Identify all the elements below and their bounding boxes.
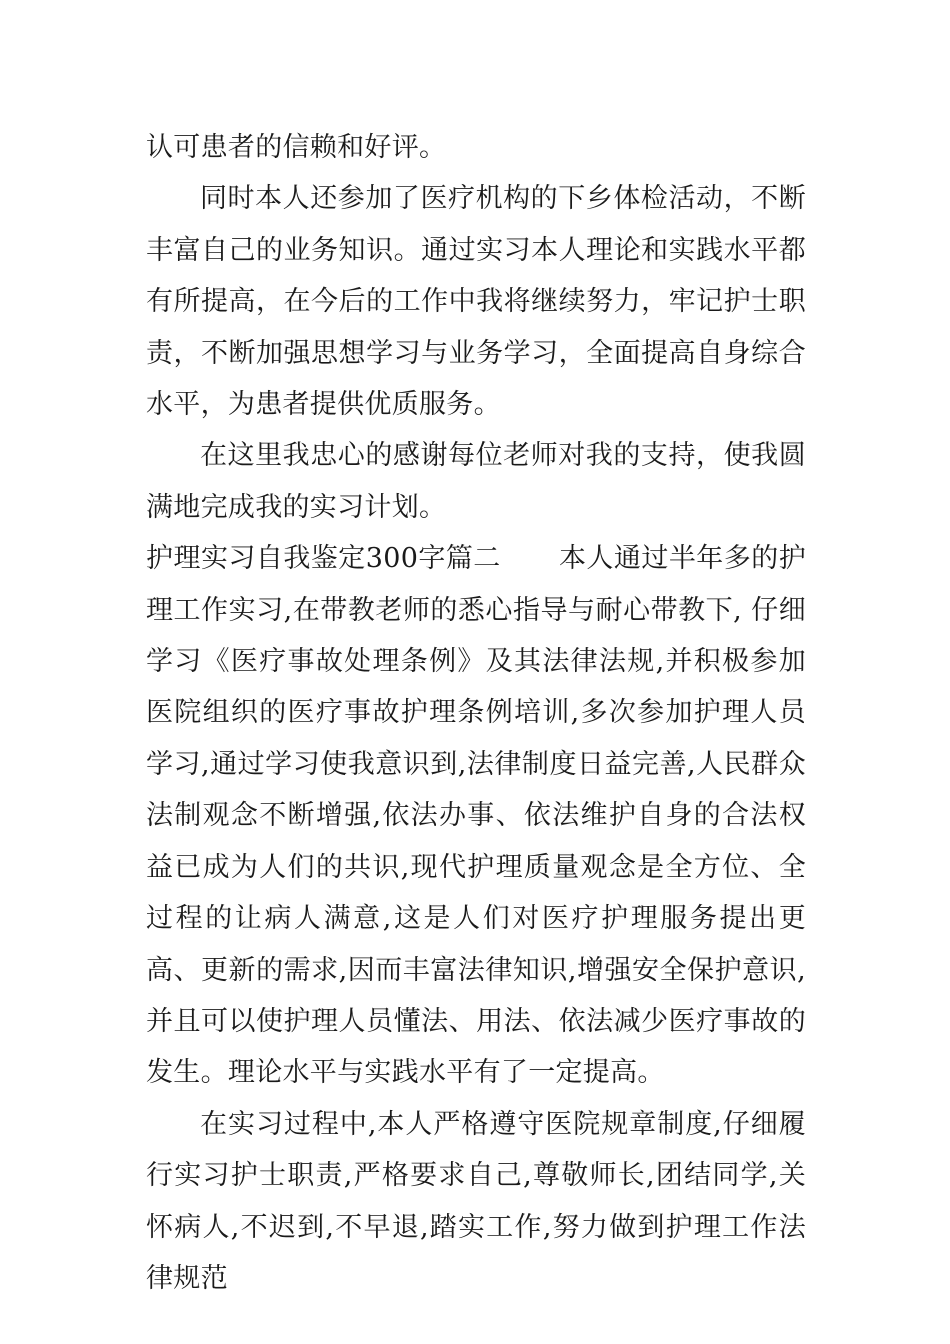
paragraph-internship-conduct: 在实习过程中,本人严格遵守医院规章制度,仔细履行实习护士职责,严格要求自己,尊敬师长,团结同学,关怀病人,不迟到,不早退,踏实工作,努力做到护理工作法律规范 — [146, 1108, 806, 1294]
paragraph-legal-study: 本人通过半年多的护理工作实习,在带教老师的悉心指导与耐心带教下, 仔细学习《医疗事故处理条例》及其法律法规,并积极参加医院组织的医疗事故护理条例培训,多次参加护理人员学习,通过学习使我意识到,法律制度日益完善,人民群众法制观念不断增强,依法办事、依法维护自身的合法权益已成为人们的共识,现代护理质量观念是全方位、全过程的让病人满意,这是人们对医疗护理服务提出更高、更新的需求,因而丰富法律知识,增强安全保护意识,并且可以使护理人员懂法、用法、依法减少医疗事故的发生。理论水平与实践水平有了一定提高。 — [146, 543, 807, 1089]
document-body — [146, 122, 806, 1304]
paragraph-thanks: 在这里我忠心的感谢每位老师对我的支持，使我圆满地完成我的实习计划。 — [146, 440, 806, 523]
section-heading: 护理实习自我鉴定300字篇二 — [146, 543, 501, 575]
paragraph-rural-checkup: 同时本人还参加了医疗机构的下乡体检活动，不断丰富自己的业务知识。通过实习本人理论和实践水平都有所提高，在今后的工作中我将继续努力，牢记护士职责，不断加强思想学习与业务学习，全面提高自身综合水平，为患者提供优质服务。 — [146, 183, 806, 421]
section-two — [146, 533, 806, 1098]
paragraph-trust: 认可患者的信赖和好评。 — [146, 132, 447, 163]
